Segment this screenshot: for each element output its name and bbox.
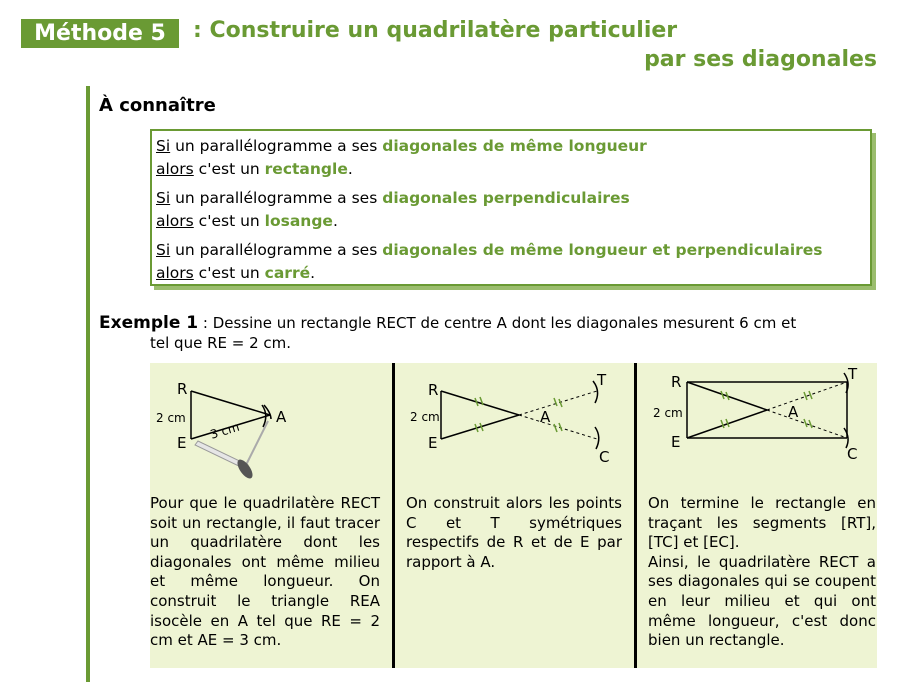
equal-mark	[554, 398, 562, 407]
point-label-a: A	[276, 408, 287, 426]
segment-at	[767, 382, 847, 410]
point-label-e: E	[428, 434, 438, 452]
segment-ea	[441, 415, 519, 439]
example-statement	[99, 313, 876, 353]
rule-shape: rectangle	[264, 160, 348, 178]
arc-mark	[262, 405, 266, 427]
rule-si: Si	[156, 241, 171, 259]
example-label: Exemple 1	[99, 313, 199, 333]
rule-text: c'est un	[193, 160, 265, 178]
rule-end: .	[347, 160, 353, 178]
panel-2-text: On construit alors les points C et T symétriques respectifs de R et de E par rapport à A.	[406, 494, 622, 571]
figure-step-1	[150, 363, 392, 493]
rule-end: .	[332, 212, 338, 230]
rule-alors: alors	[156, 264, 194, 282]
segment-ac	[767, 410, 847, 438]
rule-end: .	[310, 264, 316, 282]
method-badge: Méthode 5	[21, 19, 179, 48]
point-label-t: T	[597, 371, 607, 389]
panel-3-text	[648, 494, 876, 651]
rule-losange	[156, 187, 630, 233]
segment-at	[519, 391, 597, 415]
rules-box	[150, 129, 872, 286]
point-label-e: E	[177, 434, 187, 452]
length-label-re: 2 cm	[653, 406, 683, 420]
rule-property: diagonales de même longueur	[382, 137, 647, 155]
length-label-ea: 3 cm	[208, 419, 242, 442]
rule-text: un parallélogramme a ses	[170, 189, 383, 207]
rule-si: Si	[156, 137, 171, 155]
rule-shape: carré	[264, 264, 311, 282]
rule-property: diagonales de même longueur et perpendiculaires	[382, 241, 823, 259]
segment-ra	[441, 391, 519, 415]
example-text-line2: tel que RE = 2 cm.	[150, 334, 292, 352]
left-accent-bar	[86, 86, 90, 682]
rule-text: c'est un	[193, 264, 265, 282]
page-title-line1: : Construire un quadrilatère particulier	[193, 18, 678, 43]
point-label-r: R	[428, 381, 439, 399]
equal-mark	[804, 419, 812, 428]
segment-ac	[519, 415, 597, 439]
rule-shape: losange	[264, 212, 333, 230]
segment-ra	[191, 391, 270, 415]
example-text-line1: : Dessine un rectangle RECT de centre A dont les diagonales mesurent 6 cm et	[198, 314, 797, 332]
rule-rectangle	[156, 135, 647, 181]
point-label-c: C	[847, 445, 858, 463]
panel-3-text-part2: Ainsi, le quadrilatère RECT a ses diagonales qui se coupent en leur milieu et qui ont même longueur, c'est donc bien un rectangle.	[648, 552, 876, 650]
length-label-re: 2 cm	[410, 410, 440, 424]
arc-mark	[595, 427, 599, 449]
panel-1-text: Pour que le quadrilatère RECT soit un rectangle, il faut tracer un quadrilatère dont les diagonales ont même milieu et même longueur. On construit le triangle REA isocèle en A tel que RE = 2 cm et AE = 3 cm.	[150, 494, 380, 650]
point-label-c: C	[599, 448, 610, 466]
section-title: À connaître	[99, 95, 216, 116]
point-label-a: A	[540, 408, 551, 426]
segment-ea	[687, 410, 767, 438]
rule-text: c'est un	[193, 212, 265, 230]
panel-3-text-part1: On termine le rectangle en traçant les segments [RT], [TC] et [EC].	[648, 494, 876, 552]
page-title-line2: par ses diagonales	[644, 47, 877, 72]
rule-carre	[156, 239, 823, 285]
equal-mark	[721, 419, 729, 428]
figure-step-2	[395, 363, 634, 493]
length-label-re: 2 cm	[156, 411, 186, 425]
point-label-r: R	[177, 380, 188, 398]
rule-alors: alors	[156, 160, 194, 178]
point-label-e: E	[671, 433, 681, 451]
rule-property: diagonales perpendiculaires	[382, 189, 630, 207]
figure-step-3	[637, 363, 877, 493]
rule-si: Si	[156, 189, 171, 207]
equal-mark	[475, 397, 483, 406]
rule-alors: alors	[156, 212, 194, 230]
rule-text: un parallélogramme a ses	[170, 241, 383, 259]
compass-arm-icon	[246, 421, 268, 465]
equal-mark	[554, 423, 562, 432]
point-label-a: A	[788, 403, 799, 421]
point-label-t: T	[848, 365, 858, 383]
rule-text: un parallélogramme a ses	[170, 137, 383, 155]
point-label-r: R	[671, 373, 682, 391]
